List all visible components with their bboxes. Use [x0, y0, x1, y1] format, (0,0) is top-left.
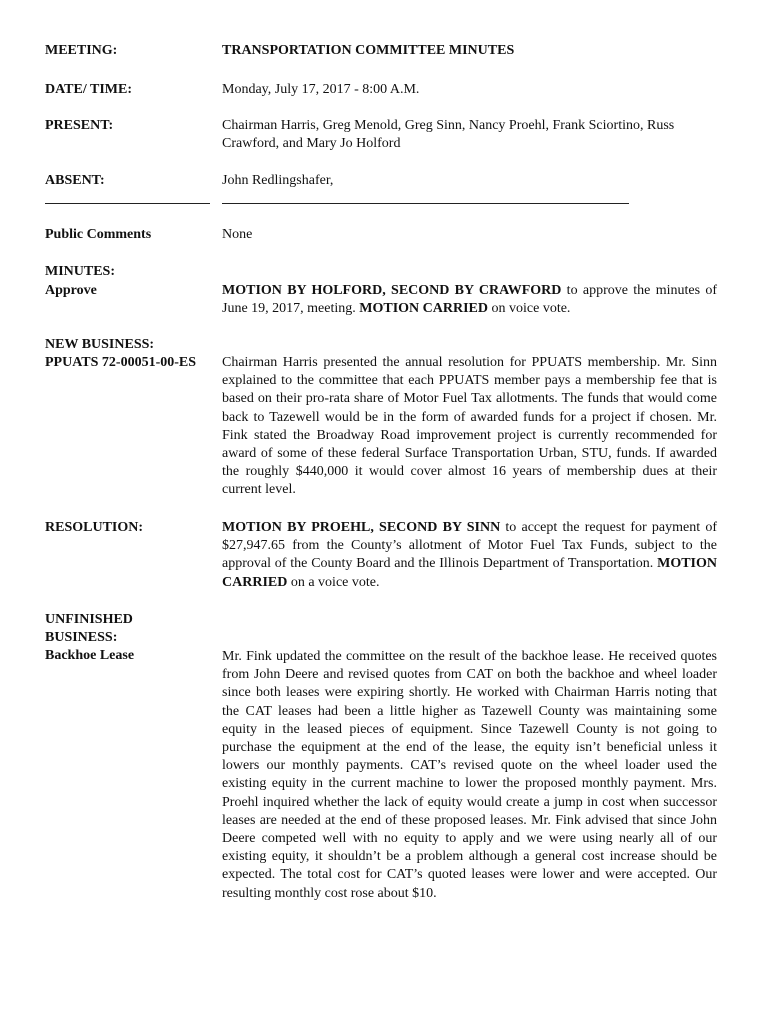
- backhoe-lease-text: Mr. Fink updated the committee on the result of the backhoe lease. He received quotes from John Deere and revised quotes from CAT on both the backhoe and wheel loader since both leases were expiring shortly. He worked with Chairman Harris noting that the CAT leases had been a little higher as Tazewell County was maintaining some equity in the leased pieces of equipment. Since Tazewell County is not going to purchase the equipment at the end of the lease, the equity isn’t beneficial unless it lowers our monthly payments. CAT’s revised quote on the wheel loader used the existing equity in the current machine to lower the proposed monthly payment. Mrs. Proehl inquired whether the lack of equity would create a jump in cost when successor leases are needed at the end of these proposed leases. Mr. Fink advised that since John Deere competed well with no equity to apply and we were using nearly all of our existing equity, it shouldn’t be a problem although a general cost increase should be expected. The total cost for CAT’s quoted leases were lower and were accepted. Our resulting monthly cost rose about $10.: [222, 649, 717, 901]
- datetime-label: DATE/ TIME:: [45, 82, 132, 97]
- backhoe-lease-label: Backhoe Lease: [45, 648, 135, 663]
- public-comments-value: None: [222, 227, 253, 242]
- present-value: Chairman Harris, Greg Menold, Greg Sinn, Nancy Proehl, Frank Sciortino, Russ Crawford, and Mary Jo Holford: [222, 118, 675, 151]
- datetime-value: Monday, July 17, 2017 - 8:00 A.M.: [222, 82, 420, 97]
- divider-left: [45, 203, 210, 204]
- minutes-label: MINUTES:: [45, 264, 116, 279]
- resolution-carried-bold: MOTION CARRIED: [222, 556, 717, 590]
- minutes-carried-bold: MOTION CARRIED: [359, 301, 488, 317]
- minutes-motion-bold: MOTION BY HOLFORD, SECOND BY CRAWFORD: [222, 283, 562, 298]
- unfinished-label: UNFINISHED: [45, 612, 133, 627]
- new-business-text: Chairman Harris presented the annual resolution for PPUATS membership. Mr. Sinn explained to the committee that each PPUATS member pays a membership fee that is based on their pro-rata share of Motor Fuel Tax allotments. The funds that would come back to Tazewell would be in the form of awarded funds for a project if chosen. Mr. Fink stated the Broadway Road improvement project is currently recommended for award of some of these federal Surface Transportation Urban, STU, funds. If awarded the roughly $440,000 it would cover almost 16 years of membership dues at their current level.: [222, 355, 717, 498]
- meeting-label: MEETING:: [45, 43, 118, 58]
- resolution-motion: [222, 519, 717, 592]
- minutes-motion: [222, 282, 717, 318]
- divider-right: [222, 203, 629, 204]
- new-business-label: NEW BUSINESS:: [45, 337, 155, 352]
- resolution-motion-text-2: on a voice vote.: [287, 574, 380, 590]
- resolution-label: RESOLUTION:: [45, 520, 144, 535]
- minutes-motion-text-2: on voice vote.: [488, 301, 571, 317]
- resolution-motion-text-1: to accept the request for payment of $27,947.65 from the County’s allotment of Motor Fuel Tax Funds, subject to the approval of the County Board and the Illinois Department of Transportation.: [222, 520, 718, 572]
- minutes-motion-text-1: to approve the minutes of June 19, 2017, meeting.: [222, 283, 718, 317]
- public-comments-label: Public Comments: [45, 227, 152, 242]
- minutes-sublabel: Approve: [45, 283, 97, 298]
- absent-label: ABSENT:: [45, 173, 105, 188]
- resolution-motion-bold: MOTION BY PROEHL, SECOND BY SINN: [222, 520, 501, 535]
- absent-value: John Redlingshafer,: [222, 173, 334, 188]
- unfinished-business-label: BUSINESS:: [45, 630, 118, 645]
- new-business-sublabel: PPUATS 72-00051-00-ES: [45, 355, 197, 370]
- present-label: PRESENT:: [45, 118, 114, 133]
- meeting-title: TRANSPORTATION COMMITTEE MINUTES: [222, 43, 515, 58]
